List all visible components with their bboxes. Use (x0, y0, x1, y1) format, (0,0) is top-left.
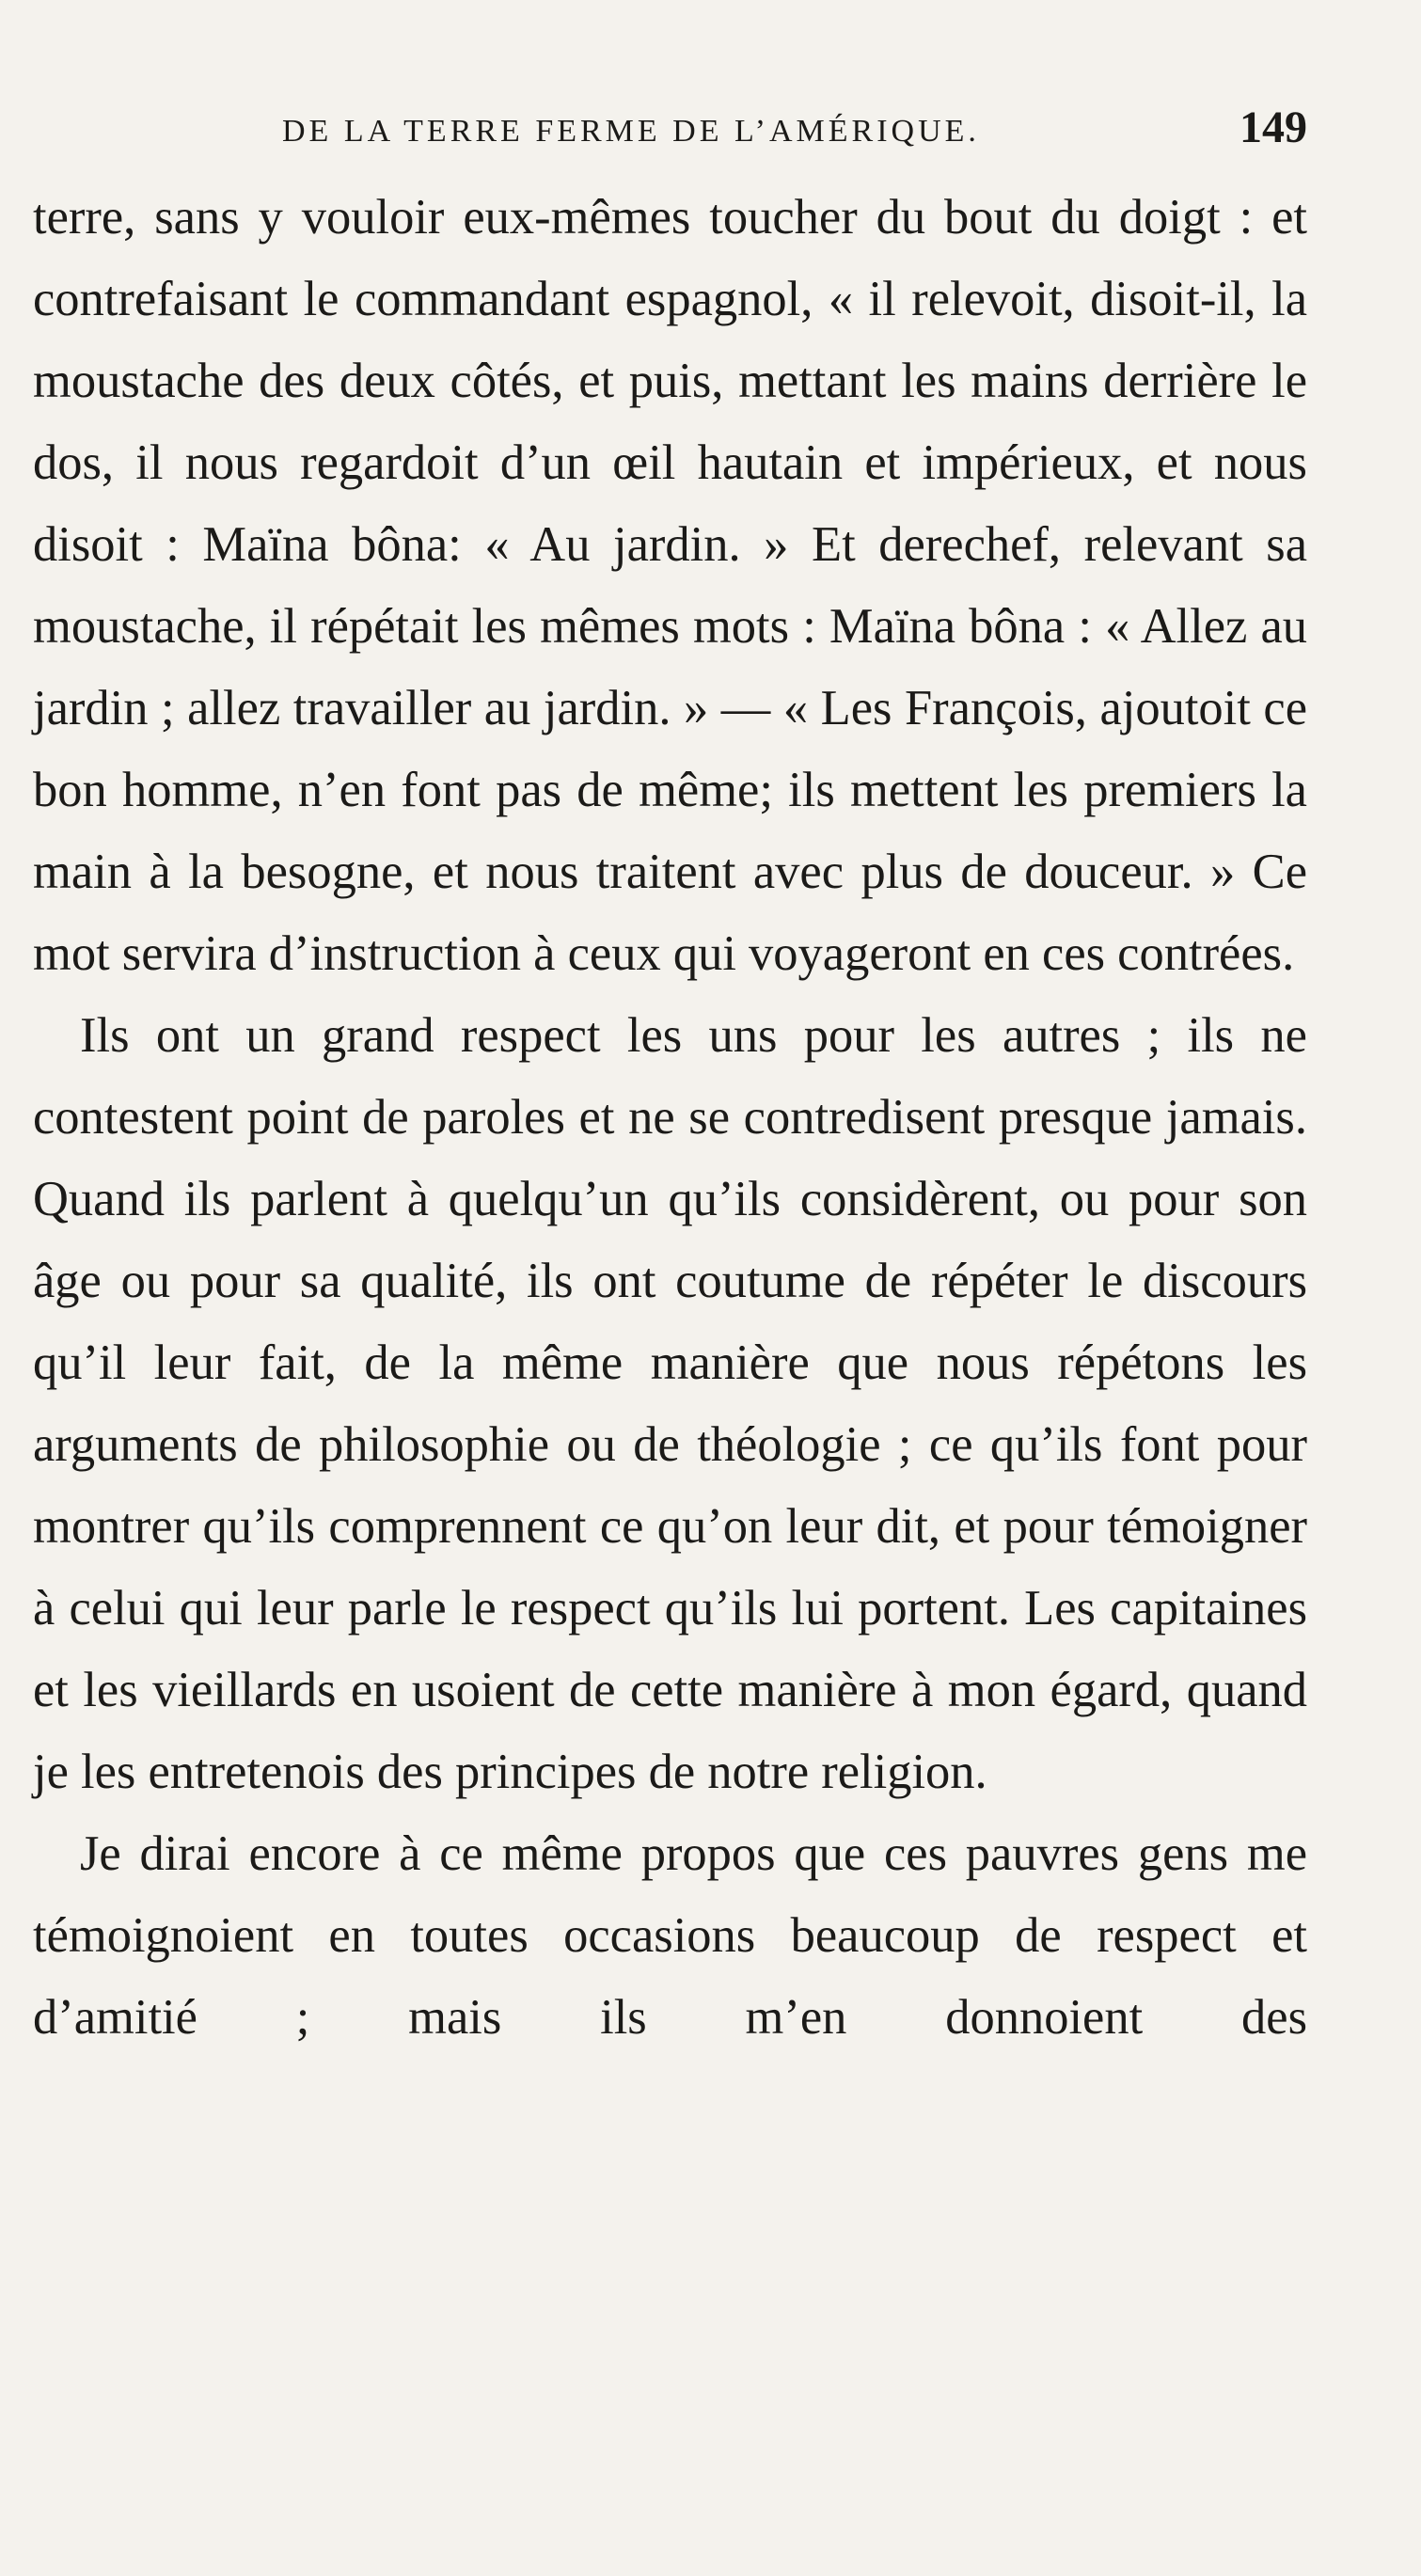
page-number: 149 (1239, 103, 1307, 152)
body-text (33, 177, 1307, 2059)
running-title: DE LA TERRE FERME DE L’AMÉRIQUE. (282, 114, 980, 149)
page-header (282, 103, 1307, 160)
paragraph-1: terre, sans y vouloir eux-mêmes toucher du bout du doigt : et contrefaisant le commandant espagnol, « il relevoit, disoit-il, la moustache des deux côtés, et puis, mettant les mains derrière le dos, il nous regardoit d’un œil hautain et impérieux, et nous disoit : Maïna bôna: « Au jardin. » Et derechef, relevant sa moustache, il répétait les mêmes mots : Maïna bôna : « Allez au jardin ; allez travailler au jardin. » — « Les François, ajoutoit ce bon homme, n’en font pas de même; ils mettent les premiers la main à la besogne, et nous traitent avec plus de douceur. » Ce mot servira d’instruction à ceux qui voyageront en ces contrées. (33, 190, 1307, 981)
paragraph-2: Ils ont un grand respect les uns pour les autres ; ils ne contestent point de paroles et ne se contredisent presque jamais. Quand ils parlent à quelqu’un qu’ils considèrent, ou pour son âge ou pour sa qualité, ils ont coutume de répéter le discours qu’il leur fait, de la même manière que nous répétons les arguments de philosophie ou de théologie ; ce qu’ils font pour montrer qu’ils comprennent ce qu’on leur dit, et pour témoigner à celui qui leur parle le respect qu’ils lui portent. Les capitaines et les vieillards en usoient de cette manière à mon égard, quand je les entretenois des principes de notre religion. (33, 1008, 1307, 1799)
paragraph-3: Je dirai encore à ce même propos que ces pauvres gens me témoignoient en toutes occasions beaucoup de respect et d’amitié ; mais ils m’en donnoient des (33, 1826, 1307, 2045)
